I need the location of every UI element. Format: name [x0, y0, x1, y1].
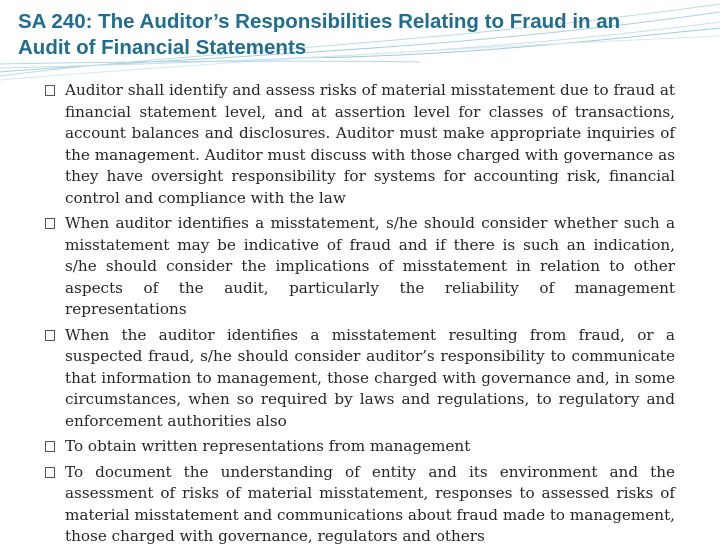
square-bullet-icon [45, 85, 55, 96]
list-item [43, 436, 675, 458]
bullet-text: When the auditor identifies a misstatement resulting from fraud, or a suspected fraud, s/he should consider auditor’s responsibility to communicate that information to management, those charged with governance and, in some circumstances, when so required by laws and regulations, to regulatory and enforcement authorities also [65, 325, 675, 430]
list-item [43, 213, 675, 321]
bullet-list [43, 80, 675, 552]
square-bullet-icon [45, 441, 55, 452]
bullet-text: When auditor identifies a misstatement, s/he should consider whether such a misstatement may be indicative of fraud and if there is such an indication, s/he should consider the implications of misstatement in relation to other aspects of the audit, particularly the reliability of management representations [65, 214, 675, 318]
bullet-text: Auditor shall identify and assess risks of material misstatement due to fraud at financial statement level, and at assertion level for classes of transactions, account balances and disclosures. Auditor must make appropriate inquiries of the management. Auditor must discuss with those charged with governance as they have oversight responsibility for systems for accounting risk, financial control and compliance with the law [65, 81, 675, 207]
bullet-text: To obtain written representations from management [65, 437, 471, 455]
square-bullet-icon [45, 218, 55, 229]
list-item [43, 80, 675, 209]
page-title: SA 240: The Auditor’s Responsibilities Relating to Fraud in an Audit of Financial Statements [18, 10, 621, 59]
square-bullet-icon [45, 330, 55, 341]
bullet-text: To document the understanding of entity and its environment and the assessment of risks of material misstatement, responses to assessed risks of material misstatement and communications about fraud made to management, those charged with governance, regulators and others [65, 462, 675, 545]
list-item [43, 325, 675, 433]
square-bullet-icon [45, 467, 55, 478]
list-item [43, 462, 675, 548]
